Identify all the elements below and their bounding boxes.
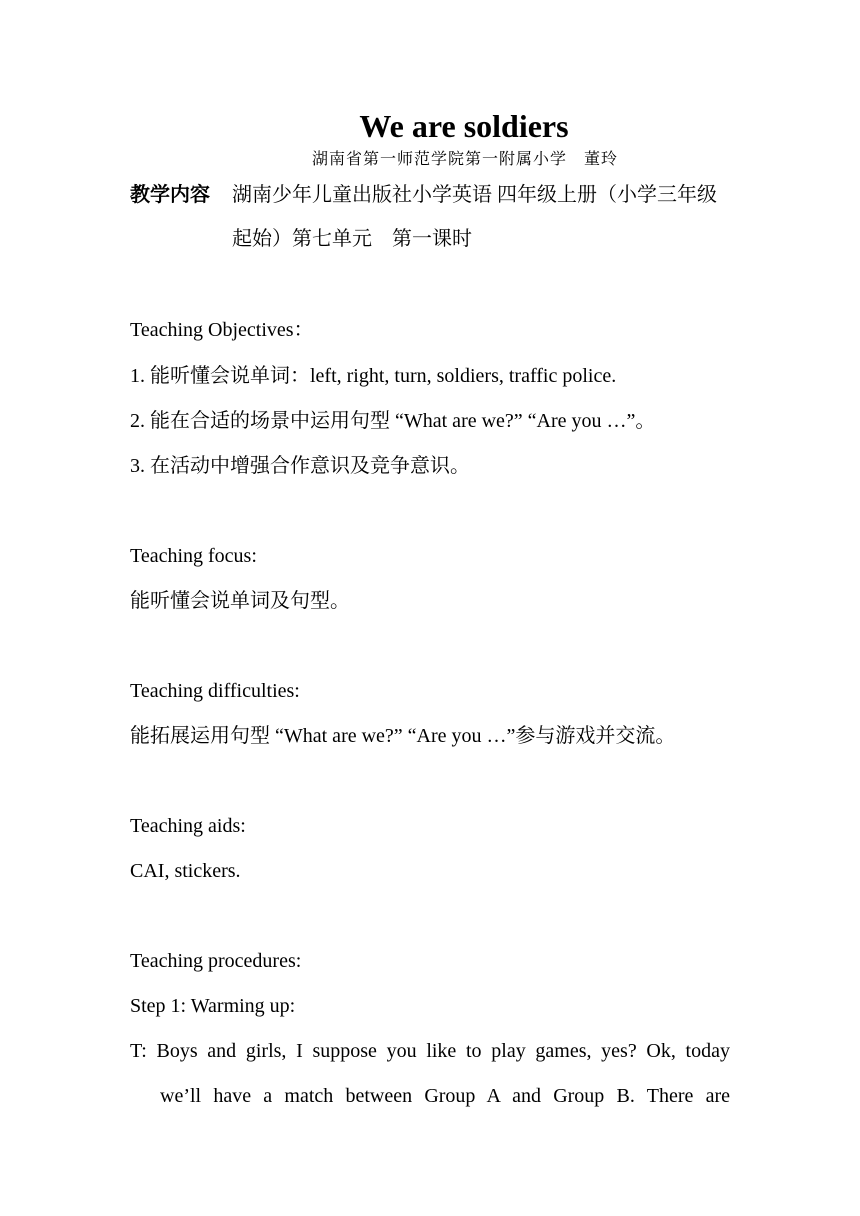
teacher-line-1: T: Boys and girls, I suppose you like to play games, yes? Ok, today xyxy=(130,1040,730,1062)
content-label: 教学内容 xyxy=(130,184,210,206)
content-text-1: 湖南少年儿童出版社小学英语 四年级上册（小学三年级 xyxy=(232,184,717,206)
teacher-line-2: we’ll have a match between Group A and Group B. There are xyxy=(160,1085,730,1107)
objectives-heading: Teaching Objectives： xyxy=(130,319,314,341)
step-1-heading: Step 1: Warming up: xyxy=(130,995,296,1017)
procedures-heading: Teaching procedures: xyxy=(130,950,302,972)
difficulties-text: 能拓展运用句型 “What are we?” “Are you …”参与游戏并交流。 xyxy=(130,725,676,747)
aids-heading: Teaching aids: xyxy=(130,815,246,837)
objective-item-1: 1. 能听懂会说单词：left, right, turn, soldiers, traffic police. xyxy=(130,365,617,387)
objective-item-2: 2. 能在合适的场景中运用句型 “What are we?” “Are you …”。 xyxy=(130,410,656,432)
content-row xyxy=(130,181,210,209)
document-title: We are soldiers xyxy=(359,108,569,144)
focus-text: 能听懂会说单词及句型。 xyxy=(130,590,350,612)
difficulties-heading: Teaching difficulties: xyxy=(130,680,300,702)
objective-item-3: 3. 在活动中增强合作意识及竞争意识。 xyxy=(130,455,470,477)
aids-text: CAI, stickers. xyxy=(130,860,241,882)
author-text: 湖南省第一师范学院第一附属小学 董玲 xyxy=(311,151,618,168)
focus-heading: Teaching focus: xyxy=(130,545,257,567)
content-text-2: 起始）第七单元 第一课时 xyxy=(232,228,472,250)
author-line xyxy=(0,149,860,171)
